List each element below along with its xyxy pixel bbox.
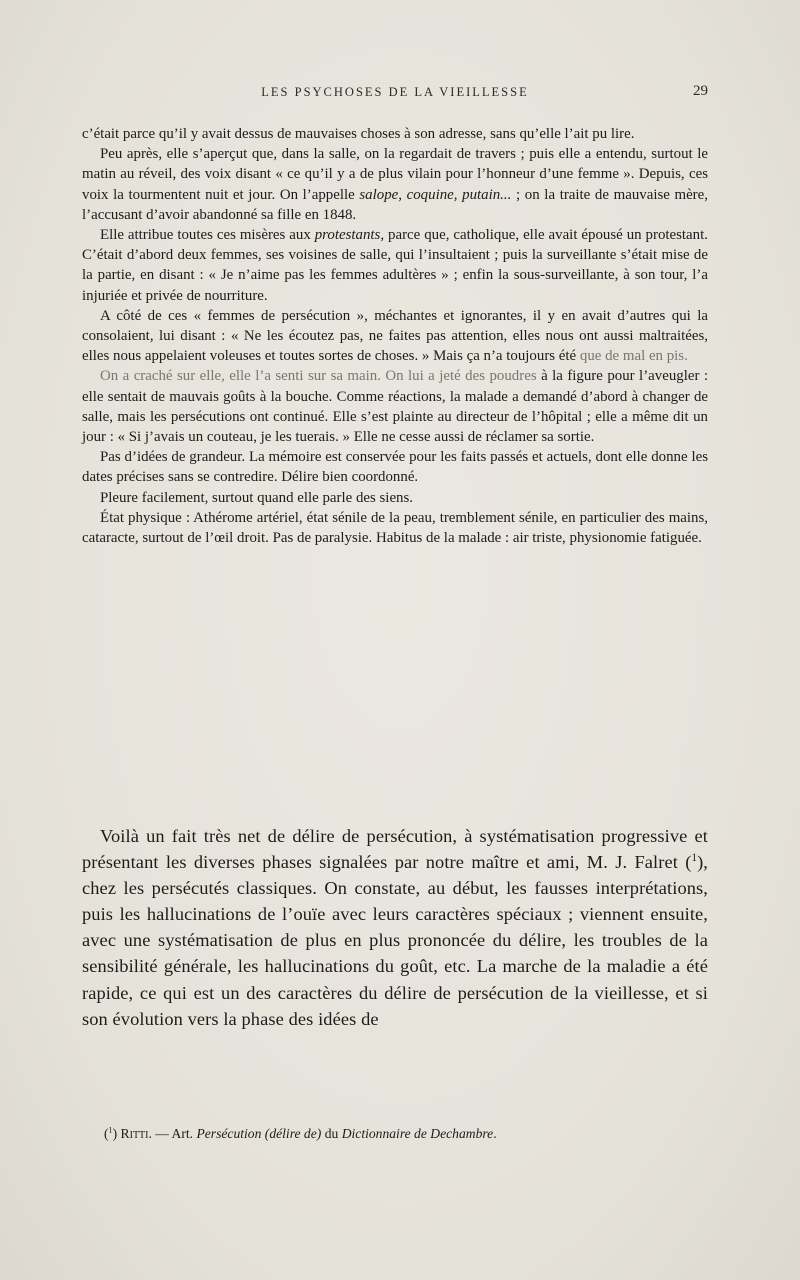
case-report <box>82 124 708 548</box>
footnote-marker: 1 <box>108 1125 113 1135</box>
paragraph: Peu après, elle s’aperçut que, dans la salle, on la regardait de travers ; puis elle a entendu, surtout le matin au réveil, des voix disant « ce qu’il y a de plus vilain pour l’honneur d’une femme ». Depuis, ces voix la tourmentent nuit et jour. On l’appelle salope, coquine, putain... ; on la traite de mauvaise mère, l’accusant d’avoir abandonné sa fille en 1848. <box>82 146 708 223</box>
article-title: Persécution (délire de) <box>196 1126 322 1141</box>
running-title: LES PSYCHOSES DE LA VIEILLESSE <box>261 85 529 99</box>
emphasis: protestants <box>314 227 381 244</box>
insult-list: salope, coquine, putain... <box>359 186 512 203</box>
footnote: ($^1$) Ritti. — Art. Persécution (délire de) du Dictionnaire de Dechambre. <box>104 1125 497 1141</box>
paragraph: c’était parce qu’il y avait dessus de mauvaises choses à son adresse, sans qu’elle l’ait pu lire. <box>82 126 635 142</box>
commentary <box>82 823 708 1032</box>
page-header <box>82 85 708 109</box>
faded-text: On a craché sur elle, elle l’a senti sur sa main. On lui a jeté des poudres <box>100 368 537 385</box>
paragraph: On a craché sur elle, elle l’a senti sur sa main. On lui a jeté des poudres à la figure pour l’aveugler : elle sentait de mauvais goûts à la bouche. Comme réactions, la malade a demandé d’abord à changer de salle, mais les persécutions ont continué. Elle s’est plainte au directeur de l’hôpital ; elle a même dit un jour : « Si j’avais un couteau, je les tuerais. » Elle ne cesse aussi de réclamer sa sortie. <box>82 368 708 446</box>
page-number: 29 <box>693 83 708 99</box>
paragraph: Pas d’idées de grandeur. La mémoire est conservée pour les faits passés et actuels, dont elle donne les dates précises sans se contredire. Délire bien coordonné. <box>82 449 708 486</box>
paragraph: Voilà un fait très net de délire de persécution, à systématisation progressive et présentant les diverses phases signalées par notre maître et ami, M. J. Falret ($^1$), chez les persécutés classiques. On constate, au début, les fausses interprétations, puis les hallucinations de l’ouïe avec leurs caractères spéciaux ; viennent ensuite, avec une systématisation de plus en plus prononcée du délire, les troubles de la sensibilité générale, les hallucinations du goût, etc. La marche de la maladie a été rapide, ce qui est un des caractères du délire de persécution de la vieillesse, et si son évolution vers la phase des idées de <box>82 826 708 1029</box>
paragraph: État physique : Athérome artériel, état sénile de la peau, tremblement sénile, en particulier des mains, cataracte, surtout de l’œil droit. Pas de paralysie. Habitus de la malade : air triste, physionomie fatiguée. <box>82 509 708 547</box>
footnote-ref: 1 <box>691 851 698 864</box>
paragraph: Pleure facilement, surtout quand elle parle des siens. <box>100 489 414 506</box>
paragraph: Elle attribue toutes ces misères aux protestants, parce que, catholique, elle avait épousé un protestant. C’était d’abord deux femmes, ses voisines de salle, qui l’insultaient ; puis la surveillante s’était mise de la partie, en disant : « Je n’aime pas les femmes adultères » ; enfin la sous-surveillante, à son tour, l’a injuriée et privée de nourriture. <box>82 227 708 304</box>
faded-text: que de mal en pis. <box>579 348 688 365</box>
source-title: Dictionnaire de Dechambre <box>341 1126 494 1141</box>
footnote-author: Ritti <box>120 1126 149 1141</box>
paragraph: A côté de ces « femmes de persécution », méchantes et ignorantes, il y en avait d’autres qui la consolaient, lui disant : « Ne les écoutez pas, ne faites pas attention, elles nous ont aussi maltraitées, elles nous appelaient voleuses et toutes sortes de choses. » Mais ça n’a toujours été que de mal en pis. <box>82 307 708 365</box>
